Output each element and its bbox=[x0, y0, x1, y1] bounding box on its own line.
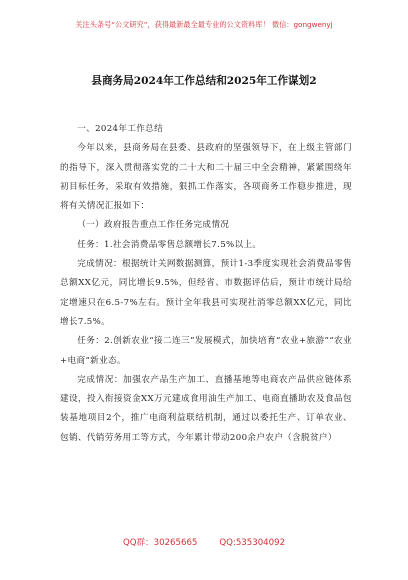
top-banner: 关注头条号“公文研究”，获得最新最全最专业的公文资料库！ 微信：gongwenyj bbox=[75, 20, 333, 29]
footer-qq: QQ:535304092 bbox=[219, 538, 286, 548]
document-title: 县商务局2024年工作总结和2025年工作谋划2 bbox=[91, 75, 317, 87]
footer-contact bbox=[0, 536, 408, 548]
task-2-completion: 完成情况：加强农产品生产加工、直播基地等电商农产品供应链体系建设，投入衔接资金XX万元建成食用油生产加工、电商直播助农及食品包装基地项目2个，推广电商利益联结机制，通过以委托生产、订单农业、包销、代销劳务用工等方式，今年累计带动200余户农户（含脱贫户） bbox=[60, 374, 352, 443]
document-body bbox=[60, 120, 352, 448]
subsection-heading: （一）政府报告重点工作任务完成情况 bbox=[77, 220, 230, 231]
task-2: 任务：2.创新农业“接二连三”发展模式，加快培育“农业+旅游”“农业+电商”新业态。 bbox=[60, 336, 352, 366]
intro-paragraph: 今年以来，县商务局在县委、县政府的坚强领导下，在上级主管部门的指导下，深入贯彻落实党的二十大和二十届三中全会精神，紧紧围绕年初目标任务，采取有效措施，狠抓工作落实，各项商务工作稳步推进，现将有关情况汇报如下： bbox=[60, 143, 352, 212]
task-1: 任务：1.社会消费品零售总额增长7.5%以上。 bbox=[77, 239, 262, 250]
footer-qq-group: QQ群：30265665 bbox=[122, 538, 198, 548]
section-heading-2024-summary: 一、2024年工作总结 bbox=[77, 124, 164, 134]
task-1-completion: 完成情况：根据统计关网数据测算，预计1-3季度实现社会消费品零售总额XX亿元，同比增长9.5%，但经省、市数据评估后，预计市统计局给定增速只在6.5-7%左右。预计全年我县可实现社消零总额XX亿元，同比增长7.5%。 bbox=[60, 259, 352, 327]
